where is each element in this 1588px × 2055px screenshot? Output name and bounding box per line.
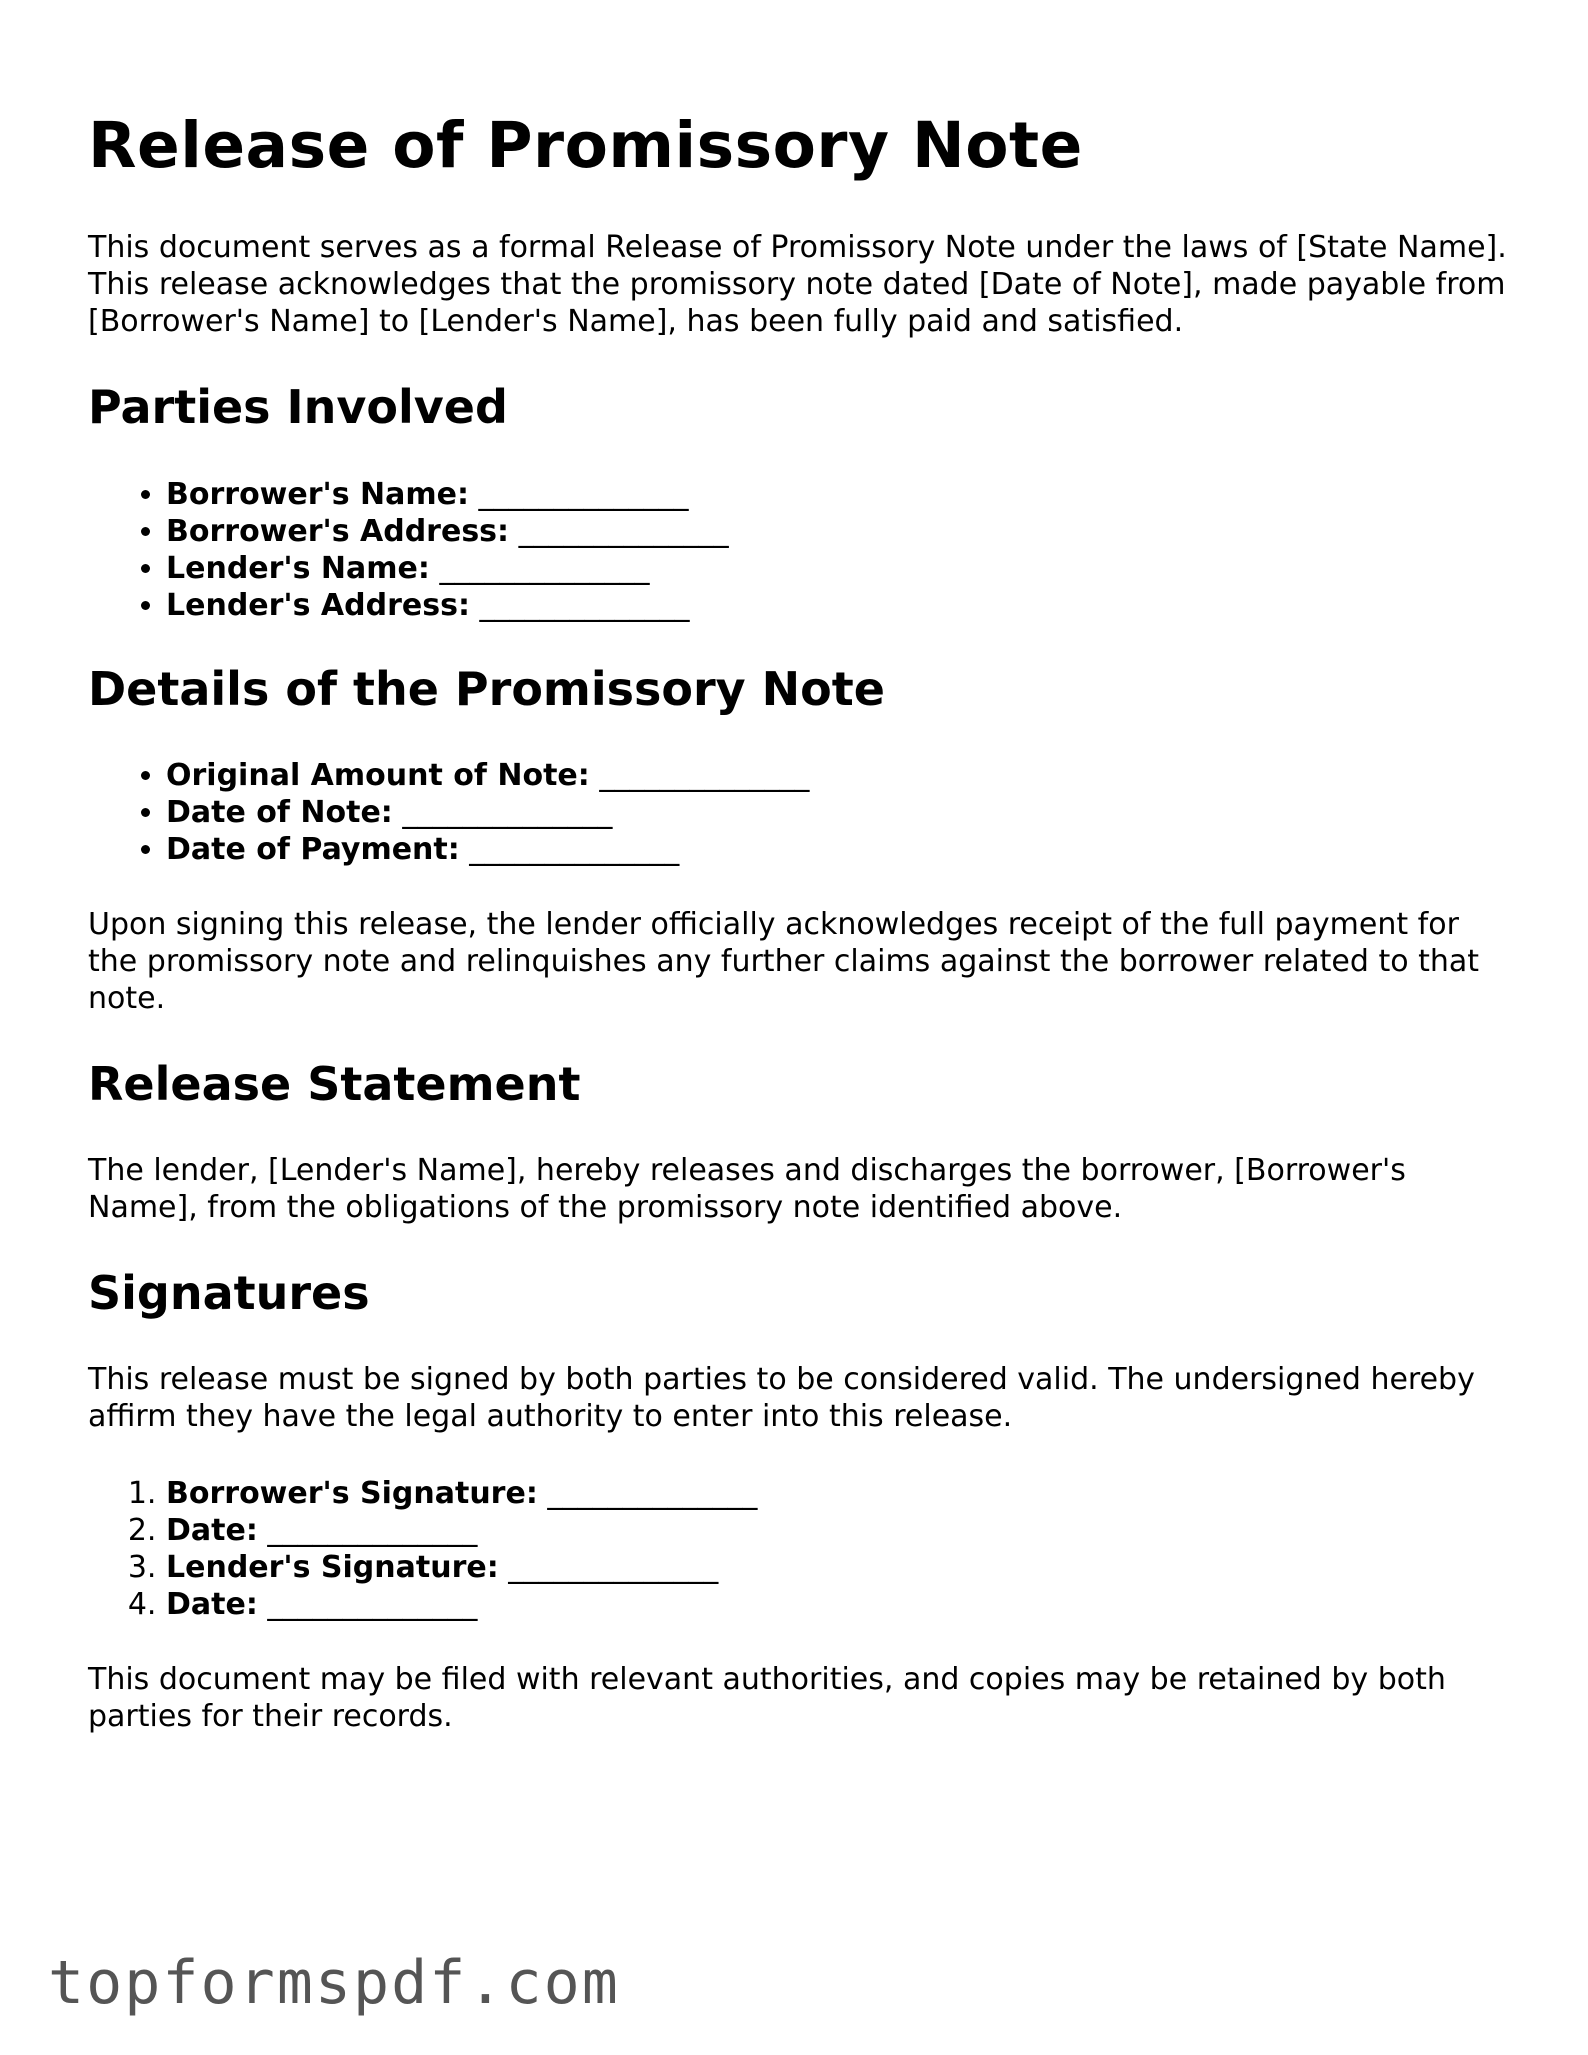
field-blank: ______________	[599, 757, 810, 793]
acknowledgement-paragraph: Upon signing this release, the lender officially acknowledges receipt of the full payment for the promissory note and relinquishes any further claims against the borrower related to that note.	[88, 906, 1480, 1016]
details-list	[88, 757, 1508, 868]
list-item	[166, 1586, 1508, 1623]
field-label: Borrower's Name:	[166, 476, 469, 512]
list-item	[166, 587, 1508, 624]
signatures-paragraph: This release must be signed by both parties to be considered valid. The undersigned hereby affirm they have the legal authority to enter into this release.	[88, 1362, 1475, 1435]
release-heading: Release Statement	[88, 1056, 581, 1111]
list-item	[166, 1475, 1508, 1512]
field-label: Date of Payment:	[166, 831, 460, 867]
signatures-list	[88, 1475, 1508, 1623]
field-label: Date:	[166, 1587, 258, 1623]
details-heading: Details of the Promissory Note	[88, 661, 885, 716]
signatures-heading: Signatures	[88, 1266, 370, 1320]
list-item	[166, 550, 1508, 587]
document-title: Release of Promissory Note	[88, 109, 1083, 182]
parties-heading: Parties Involved	[88, 380, 508, 435]
list-item	[166, 1512, 1508, 1549]
parties-list	[88, 476, 1508, 624]
field-blank: ______________	[439, 550, 650, 586]
list-item	[166, 1549, 1508, 1586]
intro-paragraph: This document serves as a formal Release of Promissory Note under the laws of [State Name]. This release acknowledges that the promissory note dated [Date of Note], made payable from [Borrower's Name] to [Lender's Name], has been fully paid and satisfied.	[88, 230, 1507, 340]
list-item	[166, 476, 1508, 513]
field-blank: ______________	[478, 476, 689, 512]
field-label: Borrower's Address:	[166, 513, 510, 549]
release-paragraph: The lender, [Lender's Name], hereby releases and discharges the borrower, [Borrower's Name], from the obligations of the promissory note identified above.	[88, 1153, 1406, 1225]
field-label: Original Amount of Note:	[166, 757, 590, 793]
field-label: Date of Note:	[166, 794, 393, 830]
field-label: Lender's Name:	[166, 550, 430, 586]
field-blank: ______________	[267, 1587, 478, 1623]
document-page	[88, 110, 1508, 1775]
watermark: topformspdf.com	[48, 1948, 620, 2018]
list-item	[166, 757, 1508, 794]
field-label: Lender's Address:	[166, 587, 470, 623]
list-item	[166, 513, 1508, 550]
list-item	[166, 831, 1508, 868]
field-label: Lender's Signature:	[166, 1550, 499, 1586]
field-blank: ______________	[479, 587, 690, 623]
list-item	[166, 794, 1508, 831]
field-label: Borrower's Signature:	[166, 1476, 538, 1512]
field-blank: ______________	[469, 831, 680, 867]
field-blank: ______________	[267, 1513, 478, 1549]
field-label: Date:	[166, 1513, 258, 1549]
field-blank: ______________	[547, 1476, 758, 1512]
closing-paragraph: This document may be filed with relevant authorities, and copies may be retained by both parties for their records.	[88, 1662, 1446, 1735]
field-blank: ______________	[402, 794, 613, 830]
field-blank: ______________	[508, 1550, 719, 1586]
field-blank: ______________	[518, 513, 729, 549]
